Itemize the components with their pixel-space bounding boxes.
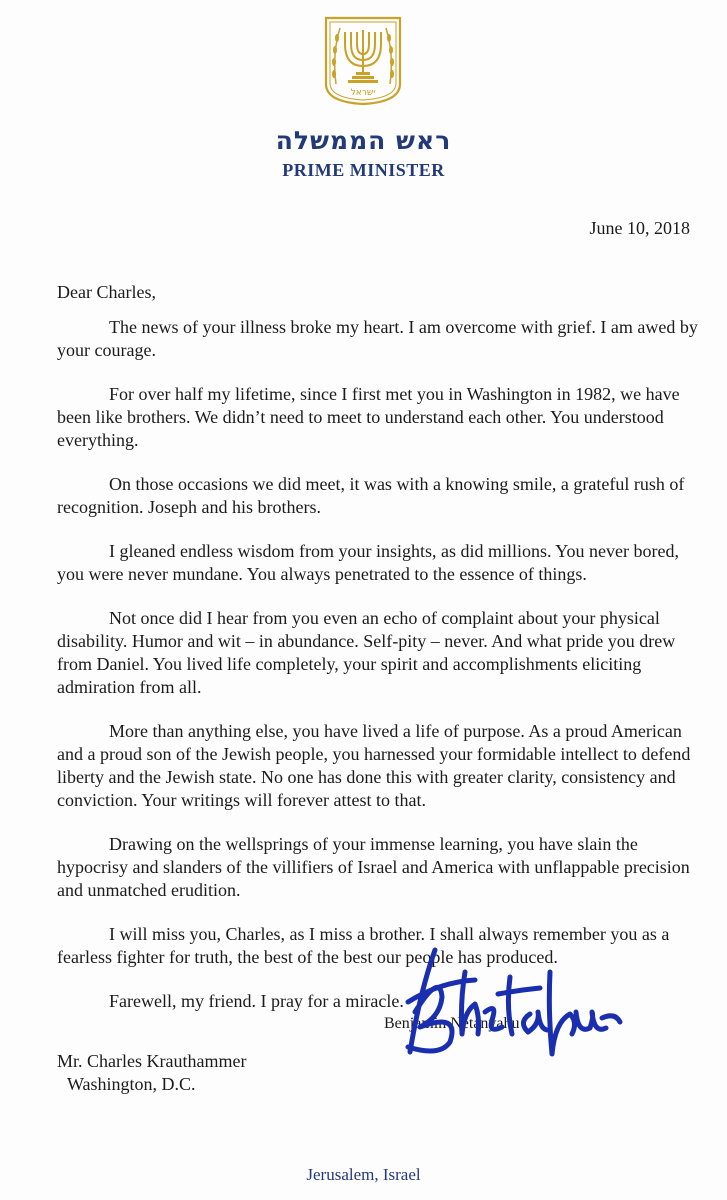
letter-date: June 10, 2018 — [589, 218, 690, 238]
body-paragraph: On those occasions we did meet, it was with a knowing smile, a grateful rush of recognition. Joseph and his brothers. — [57, 474, 685, 517]
body-paragraph: More than anything else, you have lived a life of purpose. As a proud American and a proud son of the Jewish people, you harnessed your formidable intellect to defend liberty and the Jewish state. No one has done this with greater clarity, consistency and conviction. Your writings will forever attest to that. — [57, 721, 691, 810]
salutation: Dear Charles, — [57, 282, 156, 302]
handwritten-signature — [380, 942, 630, 1067]
body-paragraph: Not once did I hear from you even an echo of complaint about your physical disability. Humor and wit – in abundance. Self-pity – never. And what pride you drew from Daniel. You lived life completely, your spirit and accomplishments eliciting admiration from all. — [57, 608, 676, 697]
menorah-emblem-icon — [320, 14, 406, 106]
letterhead-office-title: PRIME MINISTER — [282, 160, 445, 180]
svg-text:ישראל: ישראל — [350, 88, 376, 98]
letter-body — [57, 316, 707, 1034]
letterhead-hebrew-title: ראש הממשלה — [275, 126, 452, 155]
body-paragraph: For over half my lifetime, since I first met you in Washington in 1982, we have been like brothers. We didn’t need to meet to understand each other. You understood everything. — [57, 384, 680, 450]
recipient-city: Washington, D.C. — [67, 1074, 196, 1094]
recipient-block — [57, 1050, 246, 1096]
body-paragraph: The news of your illness broke my heart. I am overcome with grief. I am awed by your courage. — [57, 317, 698, 360]
signer-name: Benjamin Netanyahu — [384, 1015, 520, 1032]
recipient-name: Mr. Charles Krauthammer — [57, 1051, 247, 1071]
body-paragraph: Drawing on the wellsprings of your immense learning, you have slain the hypocrisy and slanders of the villifiers of Israel and America with unflappable precision and unmatched erudition. — [57, 834, 690, 900]
body-paragraph: Farewell, my friend. I pray for a miracle. — [109, 991, 404, 1011]
body-paragraph: I gleaned endless wisdom from your insights, as did millions. You never bored, you were never mundane. You always penetrated to the essence of things. — [57, 541, 679, 584]
footer-location: Jerusalem, Israel — [306, 1165, 421, 1184]
body-paragraph: I will miss you, Charles, as I miss a brother. I shall always remember you as a fearless fighter for truth, the best of the best our people has produced. — [57, 924, 670, 967]
